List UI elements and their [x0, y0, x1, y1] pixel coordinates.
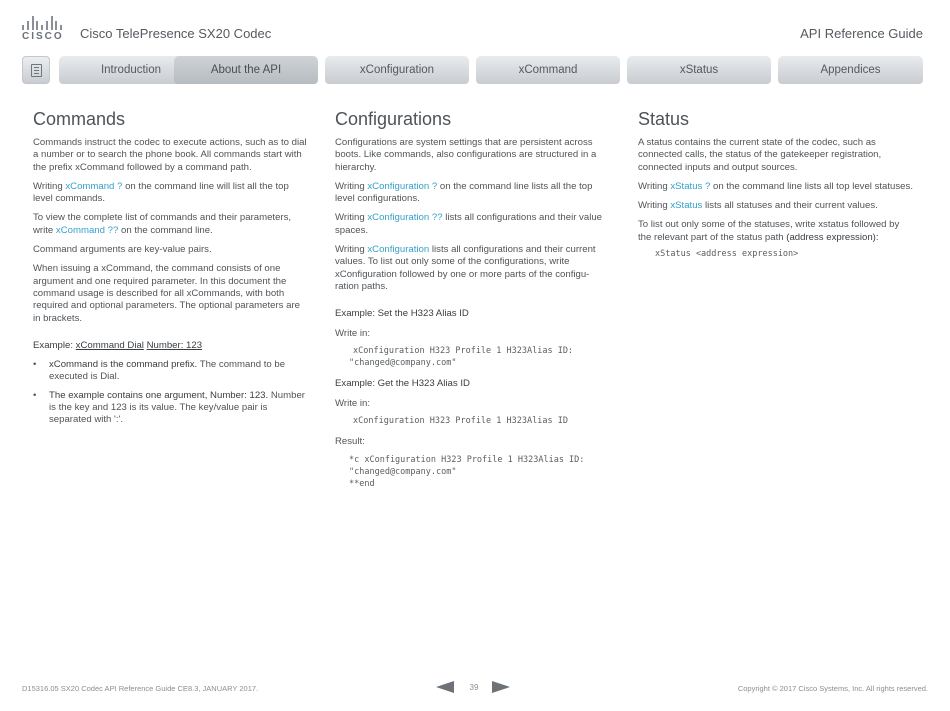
doc-title: Cisco TelePresence SX20 Codec [80, 26, 272, 41]
xconfiguration-full-query-link[interactable]: xConfiguration ?? [367, 212, 443, 224]
cisco-logo-icon [22, 16, 66, 42]
commands-section [33, 108, 310, 433]
commands-heading: Commands [33, 109, 126, 129]
config-example2-title: Example: Get the H323 Alias ID [335, 378, 470, 390]
list-item: • xCommand is the command prefix. The command to be executed is Dial. [33, 359, 286, 383]
tab-xconfiguration[interactable]: xConfiguration [325, 56, 469, 84]
commands-list-all: To view the complete list of commands and their parameters, write xCommand ?? on the command line. [33, 212, 292, 236]
list-item: • The example contains one argument, Number: 123. Number is the key and 123 is its value. The key/value pair is separated with ':'. [33, 389, 305, 426]
xconfiguration-link[interactable]: xConfiguration [367, 244, 430, 256]
xstatus-query-link[interactable]: xStatus ? [670, 180, 711, 192]
config-list-top: Writing xConfiguration ? on the command line lists all the top level configurations. [335, 180, 593, 205]
status-code: xStatus <address expression> [655, 249, 799, 260]
logo-text: CISCO [22, 31, 64, 42]
footer-copyright: Copyright © 2017 Cisco Systems, Inc. All rights reserved. [737, 684, 928, 693]
contents-button[interactable] [22, 56, 50, 84]
tab-about-the-api[interactable]: About the API [174, 56, 318, 84]
config-example2-result-label: Result: [335, 436, 365, 448]
book-icon [31, 64, 42, 77]
status-heading: Status [638, 109, 690, 129]
config-example2-result: *c xConfiguration H323 Profile 1 H323Alias ID: "changed@company.com" **end [349, 454, 585, 490]
tab-xcommand[interactable]: xCommand [476, 56, 620, 84]
tab-xstatus[interactable]: xStatus [627, 56, 771, 84]
config-example1-title: Example: Set the H323 Alias ID [335, 308, 469, 320]
config-example1-code: xConfiguration H323 Profile 1 H323Alias ID: "changed@company.com" [349, 345, 574, 369]
config-example2-code: xConfiguration H323 Profile 1 H323Alias ID [353, 416, 568, 427]
prev-page-icon[interactable] [436, 681, 454, 693]
config-example1-write: Write in: [335, 327, 371, 339]
status-partial: To list out only some of the statuses, write xstatus followed by the relevant part of the status path (address expression): [638, 219, 900, 243]
commands-example-title: Example: xCommand Dial Number: 123 [33, 339, 203, 351]
config-current: Writing xConfiguration lists all configurations and their current values. To list out only some of the configurations, write xConfiguration followed by one or more parts of the configu-ration paths. [335, 244, 596, 292]
status-section [638, 108, 915, 260]
configurations-heading: Configurations [335, 109, 452, 129]
xstatus-link[interactable]: xStatus [670, 200, 703, 212]
nav-bar [22, 56, 923, 84]
page-number: 39 [469, 683, 479, 692]
commands-list-top: Writing xCommand ? on the command line will list all the top level commands. [33, 180, 289, 205]
commands-usage: When issuing a xCommand, the command consists of one argument and one required parameter. In this document the command usage is described for all xCommands, with both required and optional parameters. The optional parameters are in brackets. [33, 263, 301, 324]
status-intro: A status contains the current state of the codec, such as connected calls, the status of the gatekeeper registration, connected inputs and output sources. [638, 137, 882, 173]
header [0, 0, 950, 50]
footer-doc-id: D15316.05 SX20 Codec API Reference Guide CE8.3, JANUARY 2017. [22, 684, 259, 693]
commands-bullets [33, 359, 310, 426]
next-page-icon[interactable] [492, 681, 510, 693]
commands-args: Command arguments are key-value pairs. [33, 244, 212, 256]
guide-title: API Reference Guide [800, 26, 923, 41]
configurations-section [335, 108, 612, 500]
commands-intro: Commands instruct the codec to execute actions, such as to dial a number or to search the phone book. All commands start with the prefix xCommand followed by a command path. [33, 137, 307, 173]
config-example2-write: Write in: [335, 397, 371, 409]
xcommand-full-query-link[interactable]: xCommand ?? [55, 224, 119, 236]
xconfiguration-query-link[interactable]: xConfiguration ? [367, 180, 438, 192]
config-list-all: Writing xConfiguration ?? lists all configurations and their value spaces. [335, 212, 602, 236]
tab-introduction[interactable]: Introduction [59, 56, 203, 84]
status-list-top: Writing xStatus ? on the command line lists all top level statuses. [638, 180, 913, 192]
xcommand-query-link[interactable]: xCommand ? [65, 180, 123, 192]
pager [436, 680, 512, 694]
config-intro: Configurations are system settings that are persistent across boots. Like commands, also configurations are structured in a hierarchy. [335, 137, 597, 173]
status-list-all: Writing xStatus lists all statuses and their current values. [638, 200, 878, 212]
tab-appendices[interactable]: Appendices [778, 56, 923, 84]
